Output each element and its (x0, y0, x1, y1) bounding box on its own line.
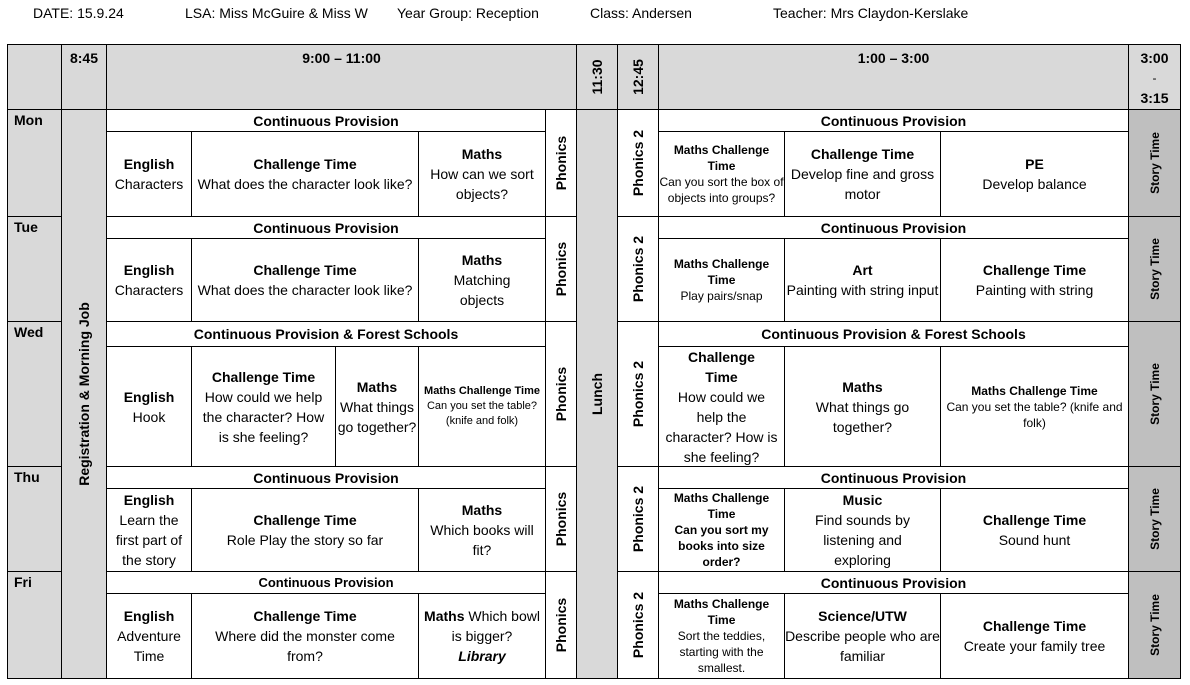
thu-am-english: English Learn the first part of the story (106, 488, 192, 572)
mon-am-challenge: Challenge Time What does the character look like? (191, 131, 419, 217)
fri-pm-maths-challenge: Maths Challenge Time Sort the teddies, starting with the smallest. (658, 593, 785, 679)
mon-am-english: English Characters (106, 131, 192, 217)
tue-am-title: Continuous Provision (106, 216, 546, 239)
fri-pm-science: Science/UTW Describe people who are familiar (784, 593, 941, 679)
teacher-label: Teacher: Mrs Claydon-Kerslake (773, 5, 969, 21)
registration-column: Registration & Morning Job (61, 109, 107, 679)
wed-am-english: English Hook (106, 346, 192, 467)
fri-pm-challenge: Challenge Time Create your family tree (940, 593, 1129, 679)
wed-phonics: Phonics (545, 321, 577, 467)
day-wed: Wed (7, 321, 62, 467)
fri-pm-title: Continuous Provision (658, 571, 1129, 594)
mon-pm-pe: PE Develop balance (940, 131, 1129, 217)
time-1130: 11:30 (576, 44, 618, 110)
thu-pm-maths-challenge: Maths Challenge Time Can you sort my books into size order? (658, 488, 785, 572)
tue-am-challenge: Challenge Time What does the character look like? (191, 238, 419, 322)
thu-phonics2: Phonics 2 (617, 466, 659, 572)
fri-am-challenge: Challenge Time Where did the monster come from? (191, 593, 419, 679)
thu-am-challenge: Challenge Time Role Play the story so far (191, 488, 419, 572)
mon-pm-maths-challenge: Maths Challenge Time Can you sort the box of objects into groups? (658, 131, 785, 217)
day-fri: Fri (7, 571, 62, 679)
thu-pm-challenge: Challenge Time Sound hunt (940, 488, 1129, 572)
thu-phonics: Phonics (545, 466, 577, 572)
fri-am-title: Continuous Provision (106, 571, 546, 594)
fri-phonics: Phonics (545, 571, 577, 679)
tue-am-english: English Characters (106, 238, 192, 322)
mon-am-title: Continuous Provision (106, 109, 546, 132)
mon-pm-challenge: Challenge Time Develop fine and gross motor (784, 131, 941, 217)
tue-phonics: Phonics (545, 216, 577, 322)
wed-pm-maths: Maths What things go together? (784, 346, 941, 467)
wed-story-time: Story Time (1128, 321, 1181, 467)
wed-pm-title: Continuous Provision & Forest Schools (658, 321, 1129, 347)
fri-am-maths: Maths Which bowl is bigger? Library (418, 593, 546, 679)
wed-phonics2: Phonics 2 (617, 321, 659, 467)
tue-story-time: Story Time (1128, 216, 1181, 322)
thu-story-time: Story Time (1128, 466, 1181, 572)
time-845: 8:45 (61, 44, 107, 110)
lunch-column: Lunch (576, 109, 618, 679)
tue-pm-art: Art Painting with string input (784, 238, 941, 322)
wed-pm-maths-challenge: Maths Challenge Time Can you set the table? (knife and folk) (940, 346, 1129, 467)
day-thu: Thu (7, 466, 62, 572)
wed-am-challenge: Challenge Time How could we help the character? How is she feeling? (191, 346, 336, 467)
mon-phonics: Phonics (545, 109, 577, 217)
tue-pm-title: Continuous Provision (658, 216, 1129, 239)
day-tue: Tue (7, 216, 62, 322)
fri-am-english: English Adventure Time (106, 593, 192, 679)
library-note: Library (458, 648, 506, 664)
tue-am-maths: Maths Matching objects (418, 238, 546, 322)
year-group-label: Year Group: Reception (397, 5, 539, 21)
time-300-315: 3:00 - 3:15 (1128, 44, 1181, 110)
fri-story-time: Story Time (1128, 571, 1181, 679)
mon-am-maths: Maths How can we sort objects? (418, 131, 546, 217)
wed-am-title: Continuous Provision & Forest Schools (106, 321, 546, 347)
mon-phonics2: Phonics 2 (617, 109, 659, 217)
wed-pm-challenge: Challenge Time How could we help the character? How is she feeling? (658, 346, 785, 467)
tue-phonics2: Phonics 2 (617, 216, 659, 322)
thu-pm-music: Music Find sounds by listening and exploring (784, 488, 941, 572)
mon-pm-title: Continuous Provision (658, 109, 1129, 132)
tue-pm-challenge: Challenge Time Painting with string (940, 238, 1129, 322)
corner-cell (7, 44, 62, 110)
fri-phonics2: Phonics 2 (617, 571, 659, 679)
time-1245: 12:45 (617, 44, 659, 110)
tue-pm-maths-challenge: Maths Challenge Time Play pairs/snap (658, 238, 785, 322)
mon-story-time: Story Time (1128, 109, 1181, 217)
thu-pm-title: Continuous Provision (658, 466, 1129, 489)
day-mon: Mon (7, 109, 62, 217)
time-900-1100: 9:00 – 11:00 (106, 44, 577, 110)
time-100-300: 1:00 – 3:00 (658, 44, 1129, 110)
wed-am-maths-challenge: Maths Challenge Time Can you set the table? (knife and folk) (418, 346, 546, 467)
thu-am-maths: Maths Which books will fit? (418, 488, 546, 572)
date-label: DATE: 15.9.24 (33, 5, 124, 21)
wed-am-maths: Maths What things go together? (335, 346, 419, 467)
class-label: Class: Andersen (590, 5, 692, 21)
lsa-label: LSA: Miss McGuire & Miss W (185, 5, 368, 21)
thu-am-title: Continuous Provision (106, 466, 546, 489)
